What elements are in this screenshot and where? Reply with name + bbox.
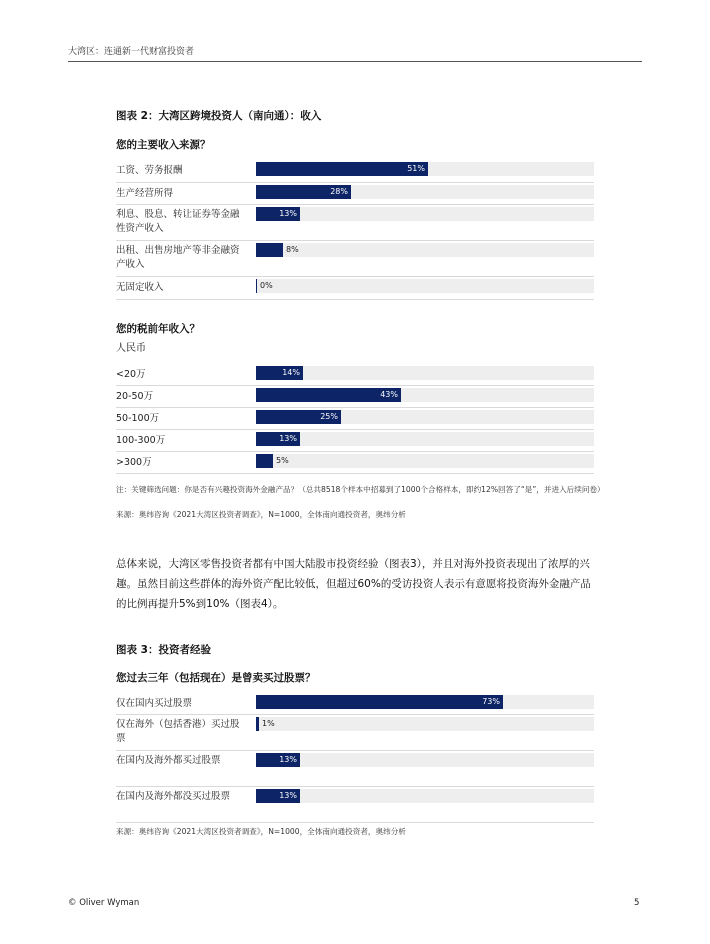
figure-2-source: 来源：奥纬咨询《2021大湾区投资者调查》，N=1000，全体南向通投资者，奥纬分析 xyxy=(116,510,406,519)
figure-3-source: 来源：奥纬咨询《2021大湾区投资者调查》，N=1000，全体南向通投资者，奥纬分析 xyxy=(116,827,406,836)
stock-experience-question: 您过去三年（包括现在）是曾卖买过股票？ xyxy=(116,672,316,684)
bar xyxy=(256,454,273,468)
bar-label: >300万 xyxy=(116,457,152,468)
chart-row xyxy=(116,205,594,241)
bar-track xyxy=(256,717,594,731)
bar-label: 在国内及海外都买过股票 xyxy=(116,755,221,766)
page-number: 5 xyxy=(634,898,640,908)
bar-label: <20万 xyxy=(116,369,146,380)
bar-label: 仅在国内买过股票 xyxy=(116,698,193,709)
chart-row xyxy=(116,277,594,300)
footer-copyright: © Oliver Wyman xyxy=(68,898,140,908)
bar-label: 100-300万 xyxy=(116,435,166,446)
bar-track xyxy=(256,388,594,402)
running-header: 大湾区：连通新一代财富投资者 xyxy=(68,47,195,57)
bar-label: 出租、出售房地产等非金融资产收入 xyxy=(116,245,240,270)
bar-track xyxy=(256,279,594,293)
bar-value-label: 8% xyxy=(286,245,299,254)
header-divider xyxy=(68,61,642,62)
bar xyxy=(256,243,283,257)
figure-2-title: 图表 2：大湾区跨境投资人（南向通）：收入 xyxy=(116,110,322,122)
bar xyxy=(256,279,257,293)
currency-unit: 人民币 xyxy=(116,343,146,354)
bar-label: 20-50万 xyxy=(116,391,154,402)
bar-track xyxy=(256,695,594,709)
bar-label: 50-100万 xyxy=(116,413,160,424)
bar-value-label: 13% xyxy=(279,791,297,800)
bar-value-label: 13% xyxy=(279,209,297,218)
chart-row xyxy=(116,715,594,751)
bar-value-label: 51% xyxy=(407,164,425,173)
bar-track xyxy=(256,410,594,424)
figure-3-title: 图表 3：投资者经验 xyxy=(116,644,211,656)
bar-value-label: 0% xyxy=(260,281,273,290)
annual-income-chart xyxy=(116,364,594,474)
chart-row xyxy=(116,751,594,787)
chart-row xyxy=(116,693,594,715)
bar-value-label: 1% xyxy=(262,719,275,728)
bar-track xyxy=(256,185,594,199)
figure-2-note: 注：关键筛选问题：你是否有兴趣投资海外金融产品？（总共8518个样本中招募到了1000个合格样本，即约12%回答了“是”，并进入后续问卷） xyxy=(116,485,605,494)
income-source-chart xyxy=(116,160,594,300)
bar-value-label: 28% xyxy=(330,187,348,196)
stock-experience-chart xyxy=(116,693,594,823)
bar-track xyxy=(256,366,594,380)
chart-row xyxy=(116,452,594,474)
chart-row xyxy=(116,241,594,277)
bar-track xyxy=(256,789,594,803)
chart-row xyxy=(116,408,594,430)
annual-income-question: 您的税前年收入？ xyxy=(116,323,200,335)
bar-value-label: 25% xyxy=(320,412,338,421)
row-divider xyxy=(116,299,594,300)
bar-label: 工资、劳务报酬 xyxy=(116,165,183,176)
chart-row xyxy=(116,386,594,408)
bar-track xyxy=(256,207,594,221)
bar-track xyxy=(256,243,594,257)
chart-row xyxy=(116,787,594,823)
bar-label: 在国内及海外都没买过股票 xyxy=(116,791,231,802)
bar-label: 仅在海外（包括香港）买过股票 xyxy=(116,719,240,744)
chart-row xyxy=(116,364,594,386)
income-source-question: 您的主要收入来源？ xyxy=(116,139,211,151)
row-divider xyxy=(116,473,594,474)
bar xyxy=(256,717,259,731)
row-divider xyxy=(116,822,594,823)
chart-row xyxy=(116,183,594,205)
bar-track xyxy=(256,753,594,767)
chart-row xyxy=(116,430,594,452)
bar-value-label: 73% xyxy=(482,697,500,706)
bar-track xyxy=(256,454,594,468)
bar-value-label: 5% xyxy=(276,456,289,465)
bar-value-label: 13% xyxy=(279,755,297,764)
body-paragraph: 总体来说，大湾区零售投资者都有中国大陆股市投资经验（图表3），并且对海外投资表现出了浓厚的兴趣。虽然目前这些群体的海外资产配比较低，但超过60%的受访投资人表示有意愿将投资海外金融产品的比例再提升5%到10%（图表4）。 xyxy=(116,558,591,610)
bar-label: 利息、股息、转让证券等金融性资产收入 xyxy=(116,209,240,234)
bar-label: 生产经营所得 xyxy=(116,188,174,199)
chart-row xyxy=(116,160,594,183)
bar-value-label: 13% xyxy=(279,434,297,443)
bar-label: 无固定收入 xyxy=(116,282,164,293)
bar-track xyxy=(256,162,594,176)
bar-track xyxy=(256,432,594,446)
bar-value-label: 14% xyxy=(282,368,300,377)
bar-value-label: 43% xyxy=(380,390,398,399)
